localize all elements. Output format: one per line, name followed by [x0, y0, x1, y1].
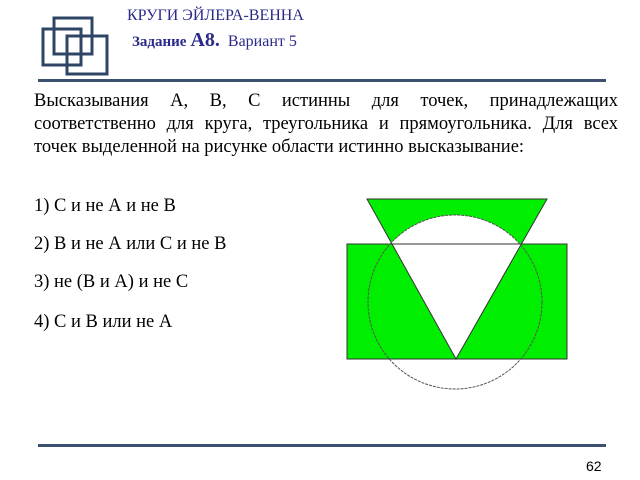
- task-label: Задание: [132, 34, 187, 50]
- bottom-divider: [38, 444, 606, 447]
- slide-title: КРУГИ ЭЙЛЕРА-ВЕННА: [127, 7, 304, 24]
- option-2: 2) В и не А или С и не В: [34, 234, 227, 254]
- option-1: 1) С и не А и не В: [34, 196, 176, 216]
- question-text: Высказывания А, В, С истинны для точек, принадлежащих соответственно для круга, треугольника и прямоугольника. Для всех точек выделенной на рисунке области истинно высказывание:: [34, 91, 618, 157]
- option-3: 3) не (В и А) и не С: [34, 272, 189, 292]
- variant-label: Вариант 5: [227, 33, 297, 50]
- option-4: 4) С и В или не А: [34, 312, 173, 332]
- page-number: 62: [586, 458, 602, 474]
- task-code: А8.: [190, 29, 220, 51]
